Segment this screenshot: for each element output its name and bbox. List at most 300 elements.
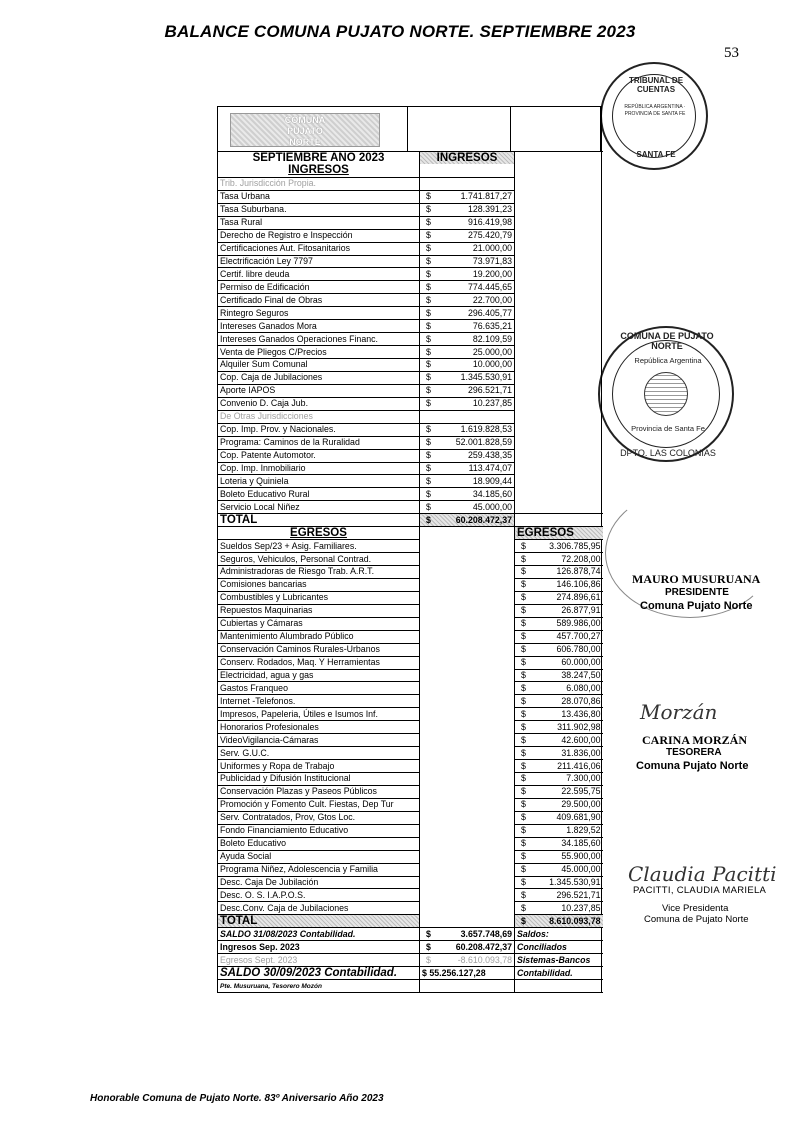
currency-symbol: $ <box>426 424 431 435</box>
signature-stroke <box>605 488 775 618</box>
ingresos-sep-row <box>218 941 603 954</box>
egreso-label: Fondo Financiamiento Educativo <box>218 824 420 837</box>
ingreso-amount <box>420 449 515 462</box>
currency-symbol: $ <box>521 825 526 836</box>
group-label-row <box>218 410 603 423</box>
egreso-label: Seguros, Vehiculos, Personal Contrad. <box>218 553 420 566</box>
egresos-sep-amount <box>420 954 515 967</box>
amount-value: 60.208.472,37 <box>455 941 512 952</box>
amount-value: 1.345.530,91 <box>549 876 601 887</box>
amount-value: 29.500,00 <box>561 799 601 810</box>
amount-value: 113.474,07 <box>468 462 512 473</box>
ingreso-label: Cop. Caja de Jubilaciones <box>218 371 420 384</box>
signature-role-treasurer: TESORERA <box>666 747 722 758</box>
ingreso-row <box>218 320 603 333</box>
ingreso-row <box>218 462 603 475</box>
amount-value: 296.521,71 <box>467 385 512 396</box>
saldo-inicial-label: SALDO 31/08/2023 Contabilidad. <box>218 928 420 941</box>
egresos-total-label: TOTAL <box>218 915 420 928</box>
tribunal-stamp-bottom: SANTA FE <box>636 150 676 159</box>
currency-symbol: $ <box>426 385 431 396</box>
egreso-amount <box>515 656 603 669</box>
egreso-label: Comisiones bancarias <box>218 578 420 591</box>
ingreso-label: Cop. Patente Automotor. <box>218 449 420 462</box>
egreso-row <box>218 747 603 760</box>
tribunal-stamp <box>600 62 708 170</box>
ingresos-section-title: INGRESOS <box>218 164 420 177</box>
egreso-amount <box>515 747 603 760</box>
ingreso-amount <box>420 268 515 281</box>
amount-value: 589.986,00 <box>556 618 601 629</box>
egreso-label: Internet -Telefonos. <box>218 695 420 708</box>
currency-symbol: $ <box>426 488 431 499</box>
egreso-row <box>218 760 603 773</box>
egreso-label: Programa Niñez, Adolescencia y Familia <box>218 863 420 876</box>
egreso-row <box>218 630 603 643</box>
egreso-row <box>218 734 603 747</box>
ingresos-total-row <box>218 514 603 527</box>
egreso-amount <box>515 708 603 721</box>
ingreso-row <box>218 294 603 307</box>
group-label-propia: Trib. Jurisdicción Propia. <box>218 177 420 190</box>
egresos-section-title: EGRESOS <box>218 527 420 540</box>
egreso-row <box>218 643 603 656</box>
egreso-row <box>218 889 603 902</box>
egreso-amount <box>515 540 603 553</box>
group-label-otras: De Otras Jurisdicciones <box>218 410 420 423</box>
currency-symbol: $ <box>426 294 431 305</box>
egreso-amount <box>515 643 603 656</box>
currency-symbol: $ <box>521 747 526 758</box>
ingresos-section-row <box>218 164 603 177</box>
ingreso-label: Boleto Educativo Rural <box>218 488 420 501</box>
currency-symbol: $ <box>426 398 431 409</box>
signature-org-vicepresident: Comuna de Pujato Norte <box>644 914 749 925</box>
egreso-amount <box>515 553 603 566</box>
egreso-amount <box>515 566 603 579</box>
egreso-row <box>218 604 603 617</box>
amount-value: 259.438,35 <box>467 450 512 461</box>
amount-value: 60.000,00 <box>561 657 601 668</box>
amount-value: 34.185,60 <box>472 488 512 499</box>
amount-value: 457.700,27 <box>556 631 601 642</box>
egreso-amount <box>515 669 603 682</box>
comuna-stamp-outer: COMUNA DE PUJATO NORTE <box>620 331 714 351</box>
ingreso-amount <box>420 371 515 384</box>
egresos-sep-label: Egresos Sept. 2023 <box>218 954 420 967</box>
egreso-amount <box>515 837 603 850</box>
ingreso-label: Intereses Ganados Operaciones Financ. <box>218 333 420 346</box>
comuna-stamp-inner: República Argentina <box>634 356 702 365</box>
egreso-row <box>218 617 603 630</box>
ingreso-amount <box>420 216 515 229</box>
egreso-row <box>218 591 603 604</box>
currency-symbol: $ <box>521 644 526 655</box>
amount-value: 19.200,00 <box>472 268 512 279</box>
ingreso-amount <box>420 255 515 268</box>
ingresos-total-amount <box>420 514 515 527</box>
amount-value: 45.000,00 <box>561 864 601 875</box>
egreso-amount <box>515 578 603 591</box>
currency-symbol: $ <box>521 876 526 887</box>
amount-value: 28.070,86 <box>561 695 601 706</box>
egreso-amount <box>515 721 603 734</box>
egreso-amount <box>515 630 603 643</box>
amount-value: 128.391,23 <box>467 204 512 215</box>
ingreso-row <box>218 333 603 346</box>
amount-value: 311.902,98 <box>557 721 601 732</box>
currency-symbol: $ <box>521 851 526 862</box>
ingreso-row <box>218 488 603 501</box>
currency-symbol: $ <box>521 605 526 616</box>
amount-value: 45.000,00 <box>472 501 512 512</box>
amount-value: 1.741.817,27 <box>460 191 512 202</box>
amount-value: -8.610.093,78 <box>457 954 512 965</box>
currency-symbol: $ <box>521 682 526 693</box>
amount-value: 6.080,00 <box>566 682 601 693</box>
ingreso-label: Tasa Suburbana. <box>218 203 420 216</box>
egresos-sep-row <box>218 954 603 967</box>
signature-org-treasurer: Comuna Pujato Norte <box>636 760 749 772</box>
ingresos-col-header: INGRESOS <box>420 152 515 165</box>
egreso-amount <box>515 811 603 824</box>
saldo-final-row <box>218 967 603 980</box>
egreso-row <box>218 850 603 863</box>
egreso-label: Desc. Caja De Jubilación <box>218 876 420 889</box>
egreso-label: Electricidad, agua y gas <box>218 669 420 682</box>
ingreso-amount <box>420 242 515 255</box>
ingreso-label: Certificado Final de Obras <box>218 294 420 307</box>
egreso-row <box>218 553 603 566</box>
currency-symbol: $ <box>521 786 526 797</box>
currency-symbol: $ <box>521 618 526 629</box>
amount-value: 34.185,60 <box>561 838 601 849</box>
currency-symbol: $ <box>521 708 526 719</box>
signature-name-vicepresident: PACITTI, CLAUDIA MARIELA <box>633 885 767 896</box>
egreso-label: Cubiertas y Cámaras <box>218 617 420 630</box>
signature-name-president: MAURO MUSURUANA <box>632 572 761 586</box>
egreso-amount <box>515 604 603 617</box>
ingreso-label: Certificaciones Aut. Fitosanitarios <box>218 242 420 255</box>
egreso-label: Gastos Franqueo <box>218 682 420 695</box>
tribunal-stamp-inner: REPÚBLICA ARGENTINA · PROVINCIA DE SANTA FE <box>624 104 686 117</box>
amount-value: 10.237,85 <box>472 398 512 409</box>
ingreso-amount <box>420 190 515 203</box>
currency-symbol: $ <box>426 501 431 512</box>
ingreso-label: Aporte IAPOS <box>218 384 420 397</box>
amount-value: 82.109,59 <box>472 333 512 344</box>
signature-scribble-treasurer: Morzán <box>640 700 718 724</box>
amount-value: 21.000,00 <box>472 243 512 254</box>
ingreso-label: Cop. Imp. Inmobiliario <box>218 462 420 475</box>
egreso-amount <box>515 617 603 630</box>
ingreso-label: Intereses Ganados Mora <box>218 320 420 333</box>
egreso-label: Serv. G.U.C. <box>218 747 420 760</box>
egreso-amount <box>515 760 603 773</box>
egreso-label: Desc. O. S. I.A.P.O.S. <box>218 889 420 902</box>
amount-value: 1.619.828,53 <box>460 424 512 435</box>
ingreso-amount <box>420 501 515 514</box>
period-label: SEPTIEMBRE AÑO 2023 <box>218 152 420 165</box>
amount-value: 3.306.785,95 <box>549 540 601 551</box>
currency-symbol: $ <box>426 243 431 254</box>
egreso-label: Boleto Educativo <box>218 837 420 850</box>
balance-sheet <box>217 106 602 993</box>
saldo-final-label: SALDO 30/09/2023 Contabilidad. <box>218 967 420 980</box>
currency-symbol: $ <box>426 941 431 952</box>
egreso-label: Desc.Conv. Caja de Jubilaciones <box>218 902 420 915</box>
currency-symbol: $ <box>426 928 431 939</box>
egreso-row <box>218 785 603 798</box>
currency-symbol: $ <box>521 902 526 913</box>
currency-symbol: $ <box>521 812 526 823</box>
egreso-amount <box>515 863 603 876</box>
ingreso-amount <box>420 229 515 242</box>
egreso-amount <box>515 682 603 695</box>
amount-value: 73.971,83 <box>472 255 512 266</box>
comuna-stamp <box>598 326 734 462</box>
ingresos-total-label: TOTAL <box>218 514 420 527</box>
conciliados-label: Conciliados <box>515 941 603 954</box>
currency-symbol: $ <box>426 346 431 357</box>
egreso-label: Promoción y Fomento Cult. Fiestas, Dep Tur <box>218 798 420 811</box>
egresos-section-row <box>218 527 603 540</box>
currency-symbol: $ <box>521 889 526 900</box>
egreso-label: Conserv. Rodados, Maq. Y Herramientas <box>218 656 420 669</box>
egresos-total-row <box>218 915 603 928</box>
signature-role-president: PRESIDENTE <box>665 587 729 598</box>
comuna-logo: COMUNA PUJATO NORTE <box>230 113 380 147</box>
amount-value: 296.521,71 <box>556 889 601 900</box>
currency-symbol: $ <box>426 437 431 448</box>
ingreso-label: Permiso de Edificación <box>218 281 420 294</box>
egreso-row <box>218 798 603 811</box>
ingreso-row <box>218 229 603 242</box>
ingreso-label: Rintegro Seguros <box>218 307 420 320</box>
sistemas-label: Sistemas-Bancos <box>515 954 603 967</box>
firmas-note: Pte. Musuruana, Tesorero Mozón <box>218 980 420 993</box>
egresos-total-amount <box>515 915 603 928</box>
document-title: BALANCE COMUNA PUJATO NORTE. SEPTIEMBRE 2023 <box>164 22 636 41</box>
ingreso-amount <box>420 281 515 294</box>
footer-text: Honorable Comuna de Pujato Norte. 83º Aniversario Año 2023 <box>90 1093 384 1104</box>
egreso-row <box>218 773 603 786</box>
egreso-row <box>218 695 603 708</box>
ingreso-row <box>218 449 603 462</box>
egreso-row <box>218 708 603 721</box>
saldo-inicial-row <box>218 928 603 941</box>
currency-symbol: $ <box>426 333 431 344</box>
ingreso-amount <box>420 397 515 410</box>
currency-symbol: $ <box>426 450 431 461</box>
egreso-row <box>218 902 603 915</box>
currency-symbol: $ <box>426 268 431 279</box>
ingreso-amount <box>420 307 515 320</box>
ingresos-sep-amount <box>420 941 515 954</box>
amount-value: 916.419,98 <box>467 217 512 228</box>
egreso-amount <box>515 824 603 837</box>
currency-symbol: $ <box>521 915 526 926</box>
currency-symbol: $ <box>521 773 526 784</box>
ingreso-label: Alquiler Sum Comunal <box>218 359 420 372</box>
currency-symbol: $ <box>426 307 431 318</box>
firmas-note-row <box>218 980 603 993</box>
amount-value: 126.878,74 <box>556 566 601 577</box>
amount-value: 8.610.093,78 <box>549 915 601 926</box>
ingreso-label: Tasa Rural <box>218 216 420 229</box>
currency-symbol: $ <box>426 230 431 241</box>
amount-value: 13.436,80 <box>561 708 601 719</box>
saldo-inicial-amount <box>420 928 515 941</box>
egreso-row <box>218 669 603 682</box>
amount-value: 52.001.828,59 <box>455 437 512 448</box>
egreso-label: Repuestos Maquinarias <box>218 604 420 617</box>
egreso-label: Honorarios Profesionales <box>218 721 420 734</box>
ingreso-amount <box>420 294 515 307</box>
ingreso-row <box>218 190 603 203</box>
ingreso-label: Loteria y Quiniela <box>218 475 420 488</box>
tribunal-stamp-outer: TRIBUNAL DE CUENTAS <box>628 76 684 94</box>
currency-symbol: $ <box>426 372 431 383</box>
amount-value: 72.208,00 <box>561 553 601 564</box>
ingreso-label: Certif. libre deuda <box>218 268 420 281</box>
egreso-amount <box>515 785 603 798</box>
egreso-label: Serv. Contratados, Prov, Gtos Loc. <box>218 811 420 824</box>
ingreso-amount <box>420 333 515 346</box>
signature-org-president: Comuna Pujato Norte <box>640 600 753 612</box>
page-number: 53 <box>724 45 739 61</box>
amount-value: 31.836,00 <box>561 747 601 758</box>
egreso-label: VideoVigilancia-Cámaras <box>218 734 420 747</box>
egreso-row <box>218 824 603 837</box>
egreso-label: Impresos, Papeleria, Útiles e Isumos Inf. <box>218 708 420 721</box>
amount-value: 606.780,00 <box>556 644 601 655</box>
ingreso-amount <box>420 436 515 449</box>
amount-value: 1.345.530,91 <box>460 372 512 383</box>
amount-value: 211.416,06 <box>557 760 601 771</box>
saldo-final-amount: $ 55.256.127,28 <box>420 967 515 980</box>
logo-row <box>217 106 601 151</box>
signature-name-treasurer: CARINA MORZÁN <box>642 733 747 747</box>
contabilidad-label: Contabilidad. <box>515 967 603 980</box>
ingreso-row <box>218 242 603 255</box>
currency-symbol: $ <box>521 592 526 603</box>
egresos-col-header: EGRESOS <box>515 527 603 540</box>
currency-symbol: $ <box>521 838 526 849</box>
amount-value: 60.208.472,37 <box>455 514 512 525</box>
egreso-row <box>218 837 603 850</box>
amount-value: 18.909,44 <box>472 475 512 486</box>
signature-role-vicepresident: Vice Presidenta <box>662 903 729 914</box>
currency-symbol: $ <box>426 217 431 228</box>
ingreso-row <box>218 203 603 216</box>
currency-symbol: $ <box>521 657 526 668</box>
amount-value: 274.896,61 <box>556 592 601 603</box>
ingreso-row <box>218 255 603 268</box>
currency-symbol: $ <box>521 579 526 590</box>
currency-symbol: $ <box>521 553 526 564</box>
ingreso-amount <box>420 359 515 372</box>
amount-value: 275.420,79 <box>467 230 512 241</box>
egreso-amount <box>515 889 603 902</box>
egreso-amount <box>515 734 603 747</box>
ingreso-row <box>218 384 603 397</box>
currency-symbol: $ <box>426 514 431 525</box>
amount-value: 42.600,00 <box>561 734 601 745</box>
amount-value: 26.877,91 <box>561 605 601 616</box>
ingreso-amount <box>420 423 515 436</box>
egreso-amount <box>515 876 603 889</box>
egreso-label: Mantenimiento Alumbrado Público <box>218 630 420 643</box>
currency-symbol: $ <box>426 255 431 266</box>
amount-value: 409.681,90 <box>556 812 601 823</box>
egreso-label: Sueldos Sep/23 + Asig. Familiares. <box>218 540 420 553</box>
ingreso-label: Tasa Urbana <box>218 190 420 203</box>
currency-symbol: $ <box>426 462 431 473</box>
amount-value: 146.106,86 <box>556 579 601 590</box>
amount-value: 38.247,50 <box>561 669 601 680</box>
ingreso-amount <box>420 384 515 397</box>
egreso-row <box>218 863 603 876</box>
egreso-row <box>218 682 603 695</box>
ingreso-row <box>218 371 603 384</box>
egreso-row <box>218 656 603 669</box>
ingreso-row <box>218 281 603 294</box>
ingreso-row <box>218 216 603 229</box>
ingreso-amount <box>420 320 515 333</box>
amount-value: 55.900,00 <box>561 851 601 862</box>
amount-value: 22.700,00 <box>472 294 512 305</box>
currency-symbol: $ <box>521 631 526 642</box>
egreso-label: Conservación Plazas y Paseos Públicos <box>218 785 420 798</box>
currency-symbol: $ <box>521 669 526 680</box>
ingreso-row <box>218 397 603 410</box>
ingreso-amount <box>420 475 515 488</box>
ingreso-row <box>218 359 603 372</box>
currency-symbol: $ <box>521 734 526 745</box>
ingreso-row <box>218 501 603 514</box>
amount-value: 10.000,00 <box>472 359 512 370</box>
amount-value: 76.635,21 <box>472 320 512 331</box>
currency-symbol: $ <box>521 864 526 875</box>
egreso-row <box>218 566 603 579</box>
ingreso-amount <box>420 346 515 359</box>
currency-symbol: $ <box>521 760 526 771</box>
currency-symbol: $ <box>426 320 431 331</box>
egreso-label: Uniformes y Ropa de Trabajo <box>218 760 420 773</box>
amount-value: 1.829,52 <box>566 825 601 836</box>
currency-symbol: $ <box>426 475 431 486</box>
amount-value: 296.405,77 <box>467 307 512 318</box>
currency-symbol: $ <box>426 359 431 370</box>
egreso-row <box>218 540 603 553</box>
egreso-row <box>218 876 603 889</box>
egreso-row <box>218 811 603 824</box>
header-row <box>218 152 603 165</box>
ingreso-amount <box>420 462 515 475</box>
ingresos-sep-label: Ingresos Sep. 2023 <box>218 941 420 954</box>
egreso-amount <box>515 902 603 915</box>
amount-value: 10.237,85 <box>561 902 601 913</box>
balance-table <box>217 151 603 993</box>
egreso-amount <box>515 591 603 604</box>
currency-symbol: $ <box>521 540 526 551</box>
currency-symbol: $ <box>426 204 431 215</box>
ingreso-label: Servicio Local Niñez <box>218 501 420 514</box>
egreso-label: Administradoras de Riesgo Trab. A.R.T. <box>218 566 420 579</box>
amount-value: 3.657.748,69 <box>460 928 512 939</box>
amount-value: 22.595,75 <box>561 786 601 797</box>
